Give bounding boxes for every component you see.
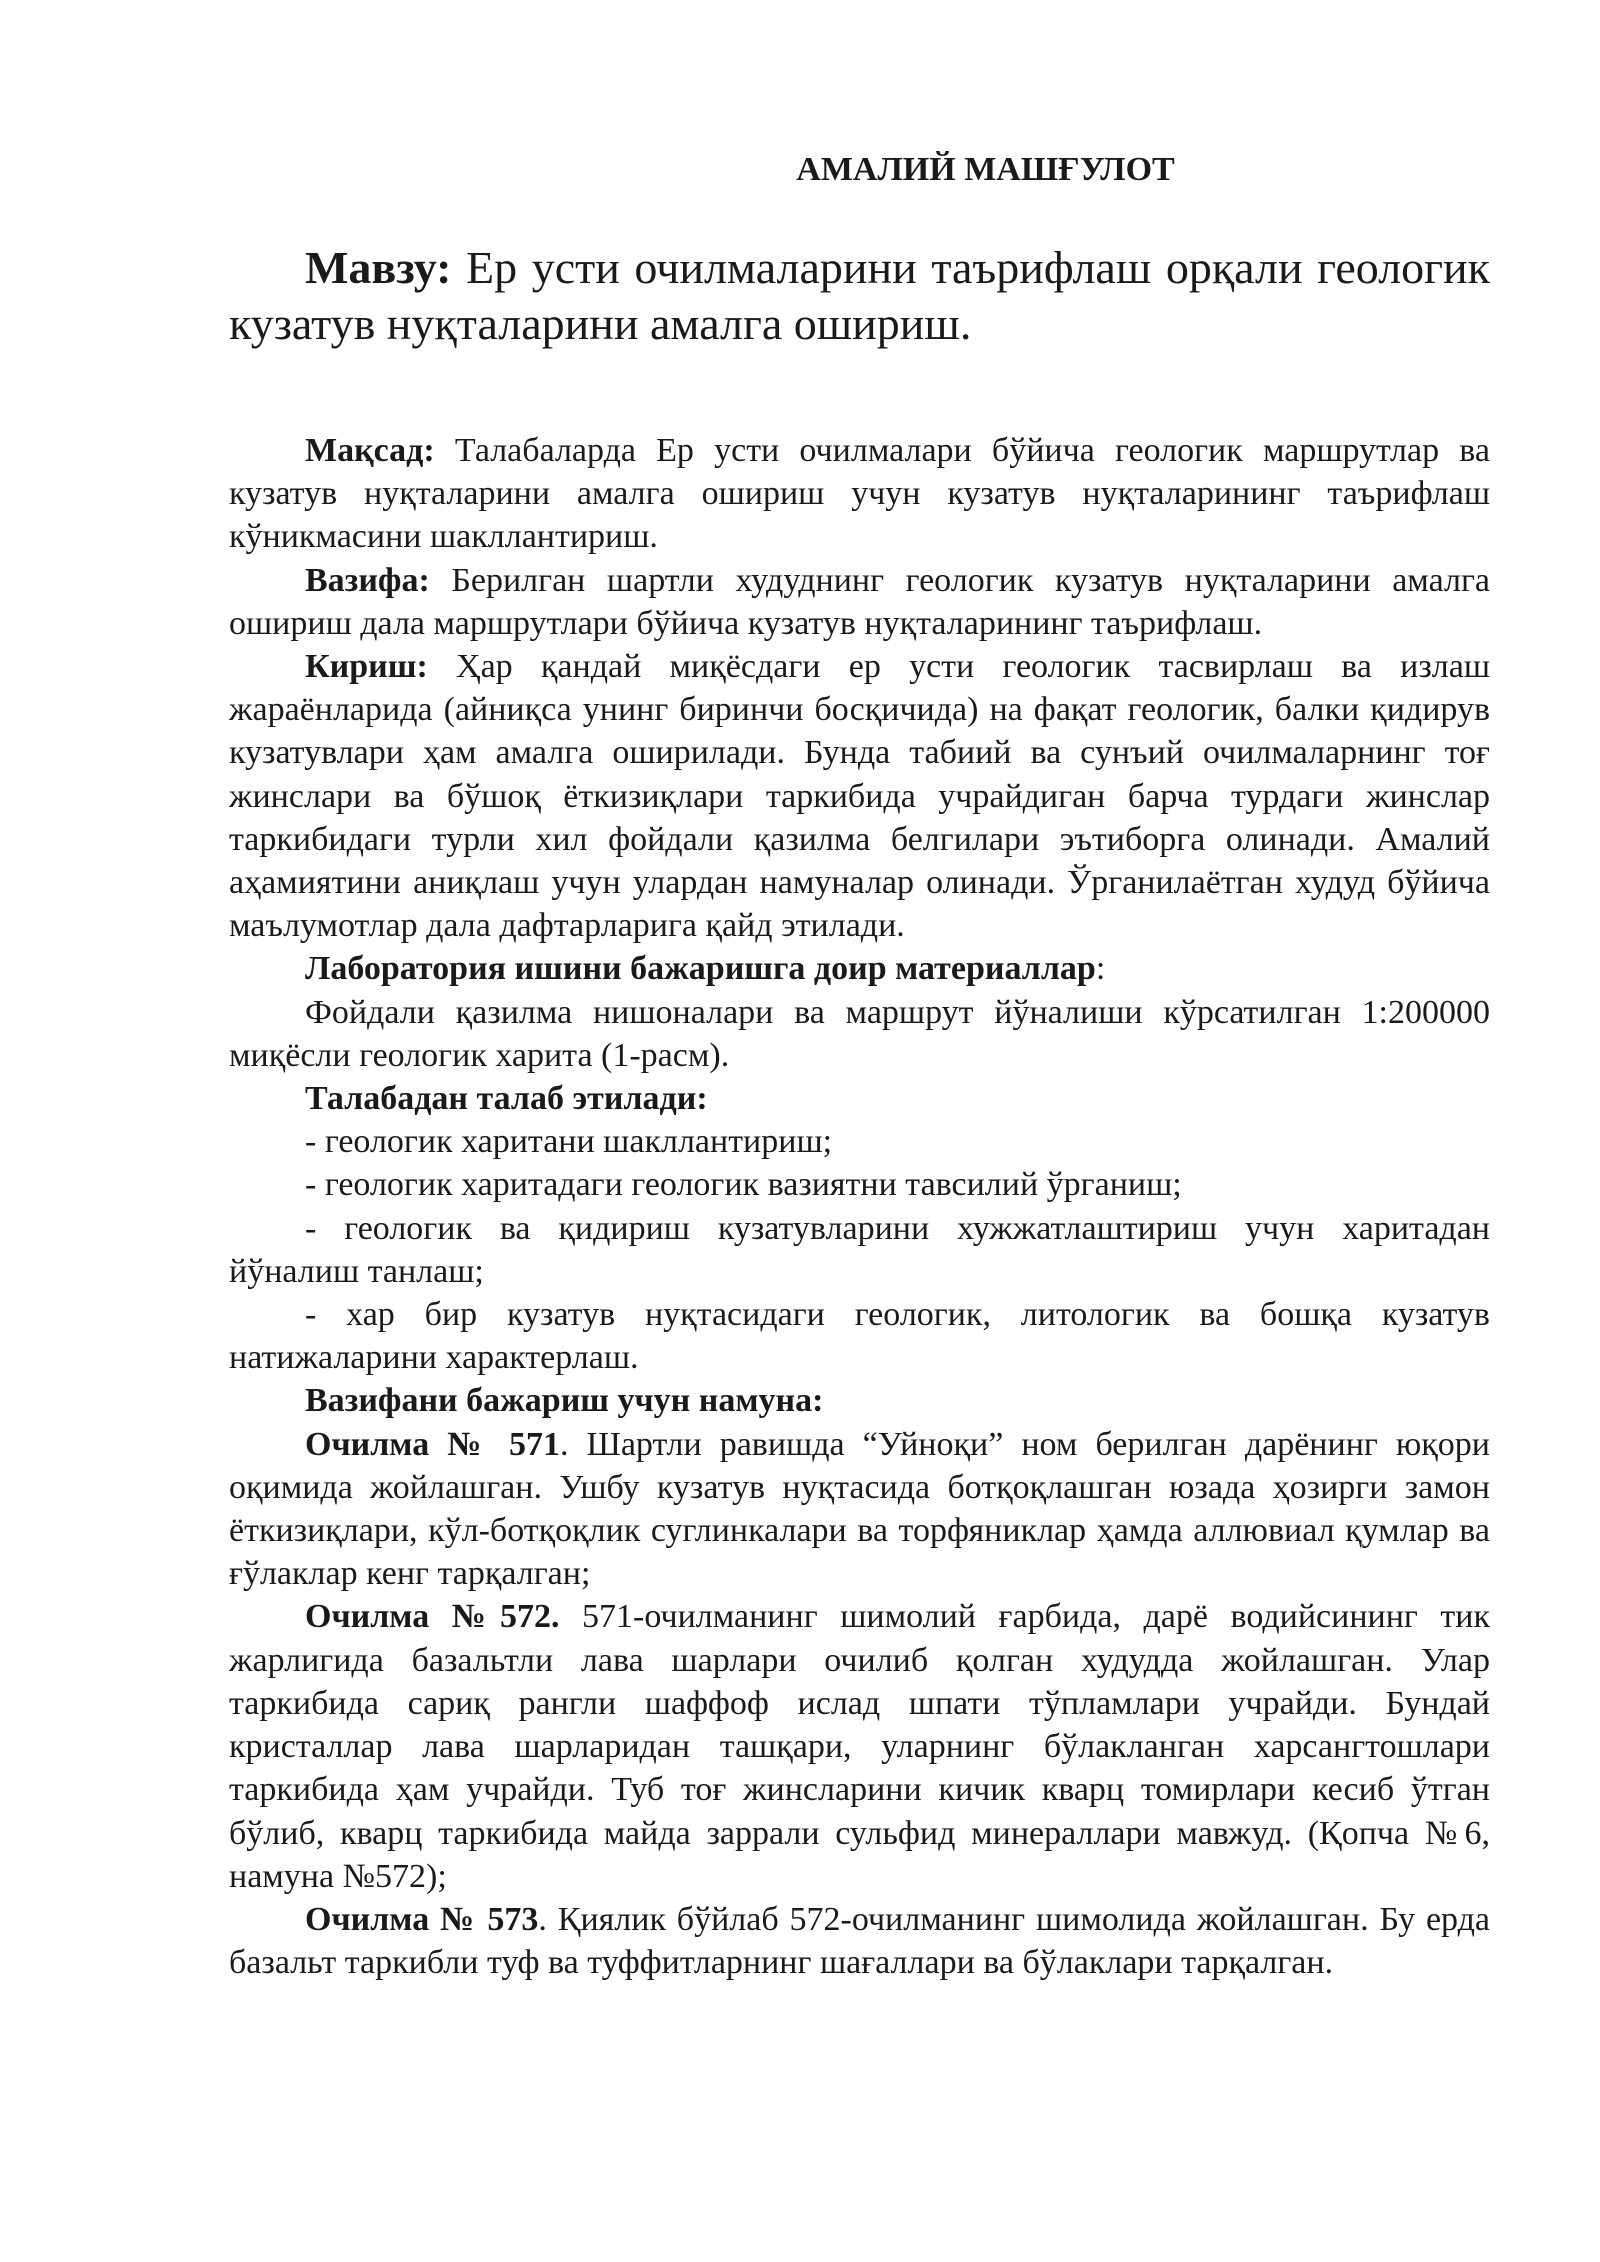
topic-label: Мавзу: xyxy=(305,242,452,293)
goal-paragraph xyxy=(229,429,1490,559)
topic-text: Ер усти очилмаларини таърифлаш орқали геологик кузатув нуқталарини амалга ошириш. xyxy=(229,242,1490,349)
materials-heading xyxy=(229,947,1490,990)
requirement-item: - геологик харитани шакллантириш; xyxy=(305,1123,833,1161)
outcrop-572-text: 571-очилманинг шимолий ғарбида, дарё водийсининг тик жарлигида базальтли лава шарлари очилиб қолган худудда жойлашган. Улар таркибида сариқ рангли шаффоф ислад шпати тўпламлари учрайди. Бундай кристаллар лава шарларидан ташқари, уларнинг бўлакланган харсангтошлари таркибида ҳам учрайди. Туб тоғ жинсларини кичик кварц томирлари кесиб ўтган бўлиб, кварц таркибида майда заррали сульфид минераллари мавжуд. (Қопча №6, намуна №572); xyxy=(229,1598,1490,1895)
topic-paragraph xyxy=(229,240,1490,352)
intro-paragraph xyxy=(229,645,1490,947)
outcrop-572-label: Очилма №572. xyxy=(305,1598,560,1636)
intro-text: Ҳар қандай миқёсдаги ер усти геологик тасвирлаш ва излаш жараёнларида (айниқса унинг биринчи босқичида) на фақат геологик, балки қидирув кузатувлари ҳам амалга оширилади. Бунда табиий ва сунъий очилмаларнинг тоғ жинслари ва бўшоқ ёткизиқлари таркибида учрайдиган барча турдаги жинслар таркибидаги турли хил фойдали қазилма белгилари эътиборга олинади. Амалий аҳамиятини аниқлаш учун улардан намуналар олинади. Ўрганилаётган худуд бўйича маълумотлар дала дафтарларига қайд этилади. xyxy=(229,648,1490,945)
outcrop-573-label: Очилма № 573 xyxy=(305,1900,539,1938)
task-label: Вазифа: xyxy=(305,561,430,599)
task-paragraph xyxy=(229,559,1490,645)
materials-suffix: : xyxy=(1095,950,1106,988)
sample-heading: Вазифани бажариш учун намуна: xyxy=(305,1382,824,1420)
document-page xyxy=(229,150,1490,1984)
outcrop-571-text: . Шартли равишда “Уйноқи” ном берилган дарёнинг юқори оқимида жойлашган. Ушбу кузатув нуқтасида ботқоқлашган юзада ҳозирги замон ёткизиқлари, кўл-ботқоқлик суглинкалари ва торфяниклар ҳамда аллювиал қумлар ва ғўлаклар кенг тарқалган; xyxy=(229,1425,1490,1593)
goal-text: Талабаларда Ер усти очилмалари бўйича геологик маршрутлар ва кузатув нуқталарини амалга ошириш учун кузатув нуқталарининг таърифлаш кўникмасини шакллантириш. xyxy=(229,432,1490,556)
requirement-item: - хар бир кузатув нуқтасидаги геологик, литологик ва бошқа кузатув натижаларини характерлаш. xyxy=(229,1296,1490,1377)
outcrop-572-paragraph xyxy=(229,1595,1490,1897)
goal-label: Мақсад: xyxy=(305,432,435,469)
requirement-item: - геологик ва қидириш кузатувларини хужжатлаштириш учун харитадан йўналиш танлаш; xyxy=(229,1209,1490,1290)
requirement-item: - геологик харитадаги геологик вазиятни тавсилий ўрганиш; xyxy=(305,1166,1182,1204)
outcrop-571-paragraph xyxy=(229,1423,1490,1596)
outcrop-573-paragraph xyxy=(229,1898,1490,1984)
document-heading: АМАЛИЙ МАШҒУЛОТ xyxy=(796,151,1175,188)
outcrop-571-label: Очилма № 571 xyxy=(305,1425,560,1463)
materials-paragraph: Фойдали қазилма нишоналари ва маршрут йўналиши кўрсатилган 1:200000 миқёсли геологик харита (1-расм). xyxy=(229,993,1490,1074)
requirements-heading: Талабадан талаб этилади: xyxy=(305,1080,708,1118)
intro-label: Кириш: xyxy=(305,648,428,686)
task-text: Берилган шартли худуднинг геологик кузатув нуқталарини амалга ошириш дала маршрутлари бўйича кузатув нуқталарининг таърифлаш. xyxy=(229,561,1490,642)
outcrop-573-text: . Қиялик бўйлаб 572-очилманинг шимолида жойлашган. Бу ерда базальт таркибли туф ва туффитларнинг шағаллари ва бўлаклари тарқалган. xyxy=(229,1900,1490,1982)
materials-label: Лаборатория ишини бажаришга доир материаллар xyxy=(305,950,1096,988)
